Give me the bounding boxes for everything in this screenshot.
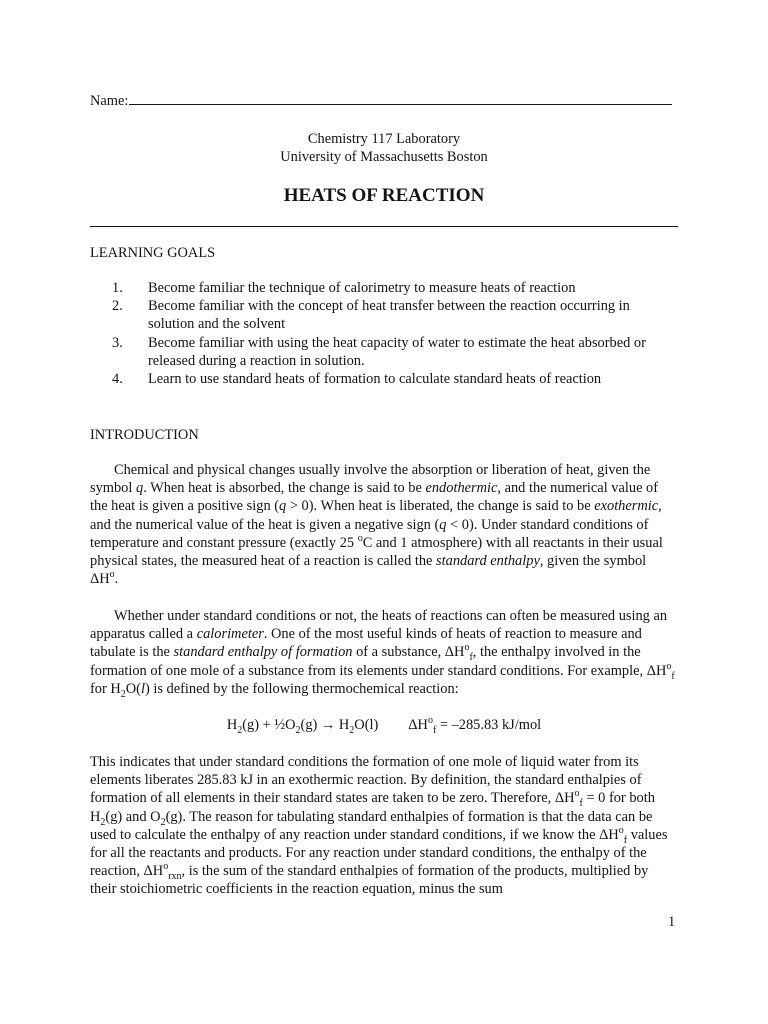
subscript-f: f — [579, 798, 583, 810]
state-l: l — [140, 680, 145, 697]
text-run: = 0 for both H — [90, 790, 655, 825]
name-label: Name: — [90, 93, 129, 109]
text-run: . When heat is absorbed, the change is said to be — [143, 480, 426, 497]
goal-text: Become familiar with the concept of heat transfer between the reaction occurring in solution and the solvent — [148, 298, 630, 333]
intro-paragraph-2 — [90, 607, 678, 698]
text-run: This indicates that under standard conditions the formation of one mole of liquid water from its elements liberates 285.83 kJ in an exothermic reaction. By definition, the standard enthalpies of formation of all elements in their standard states are taken to be zero. Therefore, ΔH — [90, 754, 642, 807]
text-run: values for all the reactants and products. For any reaction under standard conditions, the enthalpy of the reaction, ΔH — [90, 826, 668, 880]
degree-superscript: o — [109, 569, 115, 581]
symbol-q: q — [439, 516, 447, 533]
text-run: , given the symbol ΔH — [90, 553, 647, 588]
text-run: (g) + ½O — [242, 717, 296, 733]
text-run: for H — [90, 680, 121, 697]
subscript-f: f — [671, 670, 675, 682]
subscript-f: f — [432, 724, 437, 736]
text-run: of a substance, ΔH — [352, 644, 465, 661]
text-run: C and 1 atmosphere) with all reactants in their usual physical states, the measured heat of a reaction is called the — [90, 534, 663, 570]
text-run: . — [114, 571, 119, 588]
text-run: (g) → H — [300, 717, 350, 733]
text-run: , and the numerical value of the heat is given a positive sign ( — [90, 480, 659, 515]
list-item — [90, 370, 678, 388]
list-item — [90, 279, 678, 297]
subscript-2: 2 — [100, 816, 106, 828]
intro-paragraph-1 — [90, 461, 678, 588]
goal-text: Learn to use standard heats of formation to calculate standard heats of reaction — [148, 371, 602, 388]
subscript-2: 2 — [120, 688, 126, 700]
text-run: , is the sum of the standard enthalpies of formation of the products, multiplied by their stoichiometric coefficients in the reaction equation, minus the sum — [90, 863, 649, 898]
thermochemical-equation — [90, 716, 678, 734]
text-run: H — [226, 717, 238, 733]
degree-superscript: o — [357, 533, 363, 545]
symbol-q: q — [279, 498, 287, 515]
term-endothermic: endothermic — [425, 480, 498, 497]
degree-superscript: o — [666, 660, 672, 672]
intro-paragraph-3 — [90, 753, 678, 899]
list-item — [90, 297, 678, 333]
text-run: ) is defined by the following thermochemical reaction: — [144, 680, 459, 697]
text-run: (g). The reason for tabulating standard enthalpies of formation is that the data can be used to calculate the enthalpy of any reaction under standard conditions, if we know the ΔH — [90, 808, 653, 843]
goal-text: Become familiar with using the heat capacity of water to estimate the heat absorbed or released during a reaction in solution. — [148, 334, 646, 369]
institution-name: University of Massachusetts Boston — [280, 149, 488, 166]
subscript-rxn: rxn — [168, 871, 182, 883]
title-divider — [90, 226, 678, 227]
degree-superscript: o — [427, 715, 433, 727]
subscript-2: 2 — [160, 816, 166, 828]
enthalpy-value: = –285.83 kJ/mol — [436, 717, 542, 733]
goal-number: 1. — [112, 280, 123, 296]
subscript-2: 2 — [295, 724, 301, 736]
symbol-q: q — [135, 480, 144, 497]
term-exothermic: exothermic — [594, 498, 659, 515]
text-run: < 0). Under standard conditions of temperature and constant pressure (exactly 25 — [90, 516, 649, 551]
learning-goals-heading: LEARNING GOALS — [90, 245, 216, 261]
course-name: Chemistry 117 Laboratory — [307, 131, 461, 147]
goal-number: 4. — [112, 371, 123, 388]
degree-superscript: o — [574, 788, 580, 800]
document-title: HEATS OF REACTION — [283, 185, 485, 206]
text-run: , the enthalpy involved in the formation of one mole of a substance from its elements under standard conditions. For example, ΔH — [90, 644, 667, 679]
text-run: > 0). When heat is liberated, the change is said to be — [286, 498, 595, 515]
course-header — [90, 130, 678, 167]
subscript-2: 2 — [349, 724, 355, 736]
degree-superscript: o — [464, 642, 470, 654]
subscript-f: f — [469, 652, 473, 664]
term-standard-enthalpy-of-formation: standard enthalpy of formation — [173, 644, 353, 661]
goal-number: 3. — [112, 334, 123, 351]
name-blank-line — [129, 92, 672, 105]
goal-text: Become familiar the technique of calorimetry to measure heats of reaction — [148, 280, 576, 296]
learning-goals-list — [90, 279, 678, 388]
goal-number: 2. — [112, 298, 123, 315]
text-run: Chemical and physical changes usually involve the absorption or liberation of heat, given the symbol — [90, 462, 651, 497]
degree-superscript: o — [163, 861, 169, 873]
text-run: . One of the most useful kinds of heats of reaction to measure and tabulate is the — [90, 626, 642, 661]
degree-superscript: o — [618, 825, 624, 837]
name-field — [90, 92, 672, 110]
text-run: O( — [125, 680, 141, 697]
subscript-f: f — [623, 834, 628, 846]
page-number: 1 — [668, 914, 676, 930]
term-calorimeter: calorimeter — [196, 626, 264, 643]
text-run: ΔH — [408, 717, 428, 733]
text-run: O(l) — [354, 717, 379, 733]
text-run: (g) and O — [105, 808, 161, 825]
text-run: Whether under standard conditions or not, the heats of reactions can often be measured using an apparatus called a — [90, 608, 668, 643]
introduction-heading: INTRODUCTION — [90, 427, 199, 443]
term-standard-enthalpy: standard enthalpy — [436, 553, 540, 570]
text-run: , and the numerical value of the heat is given a negative sign ( — [90, 498, 662, 533]
subscript-2: 2 — [237, 724, 243, 736]
list-item — [90, 334, 678, 370]
